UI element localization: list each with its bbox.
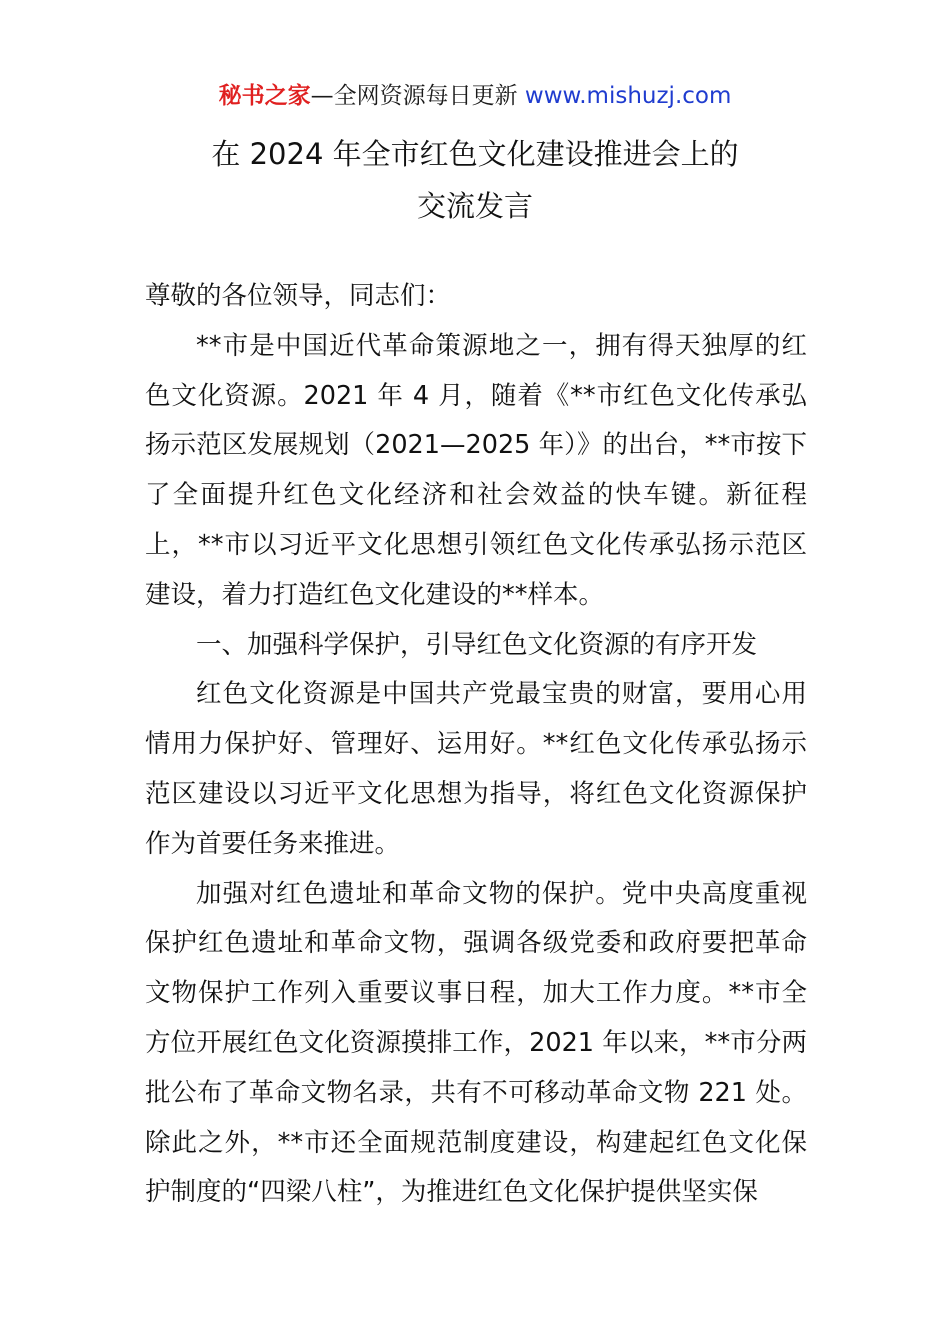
body-paragraph: 红色文化资源是中国共产党最宝贵的财富，要用心用情用力保护好、管理好、运用好。**红色文化传承弘扬示范区建设以习近平文化思想为指导，将红色文化资源保护作为首要任务来推进。 xyxy=(145,679,807,859)
body-paragraph: 加强对红色遗址和革命文物的保护。党中央高度重视保护红色遗址和革命文物，强调各级党委和政府要把革命文物保护工作列入重要议事日程，加大工作力度。**市全方位开展红色文化资源摸排工作，2021 年以来，**市分两批公布了革命文物名录，共有不可移动革命文物 221 处。除此之外，**市还全面规范制度建设，构建起红色文化保护制度的“四梁八柱”，为推进红色文化保护提供坚实保 xyxy=(145,878,807,1208)
salutation: 尊敬的各位领导，同志们： xyxy=(145,281,452,311)
title-line-1: 在 2024 年全市红色文化建设推进会上的 xyxy=(211,137,739,171)
header-banner xyxy=(0,80,950,112)
brand-name: 秘书之家 xyxy=(218,83,311,109)
document-title xyxy=(0,128,950,232)
title-line-2: 交流发言 xyxy=(416,189,533,223)
section-heading: 一、加强科学保护，引导红色文化资源的有序开发 xyxy=(196,629,758,660)
body-paragraph: **市是中国近代革命策源地之一，拥有得天独厚的红色文化资源。2021 年 4 月，随着《**市红色文化传承弘扬示范区发展规划（2021—2025 年）》的出台，**市按下了全面提升红色文化经济和社会效益的快车键。新征程上，**市以习近平文化思想引领红色文化传承弘扬示范区建设，着力打造红色文化建设的**样本。 xyxy=(145,330,807,610)
header-tagline: —全网资源每日更新 xyxy=(310,83,518,109)
document-body xyxy=(145,272,807,1218)
site-url[interactable]: www.mishuzj.com xyxy=(524,83,732,109)
